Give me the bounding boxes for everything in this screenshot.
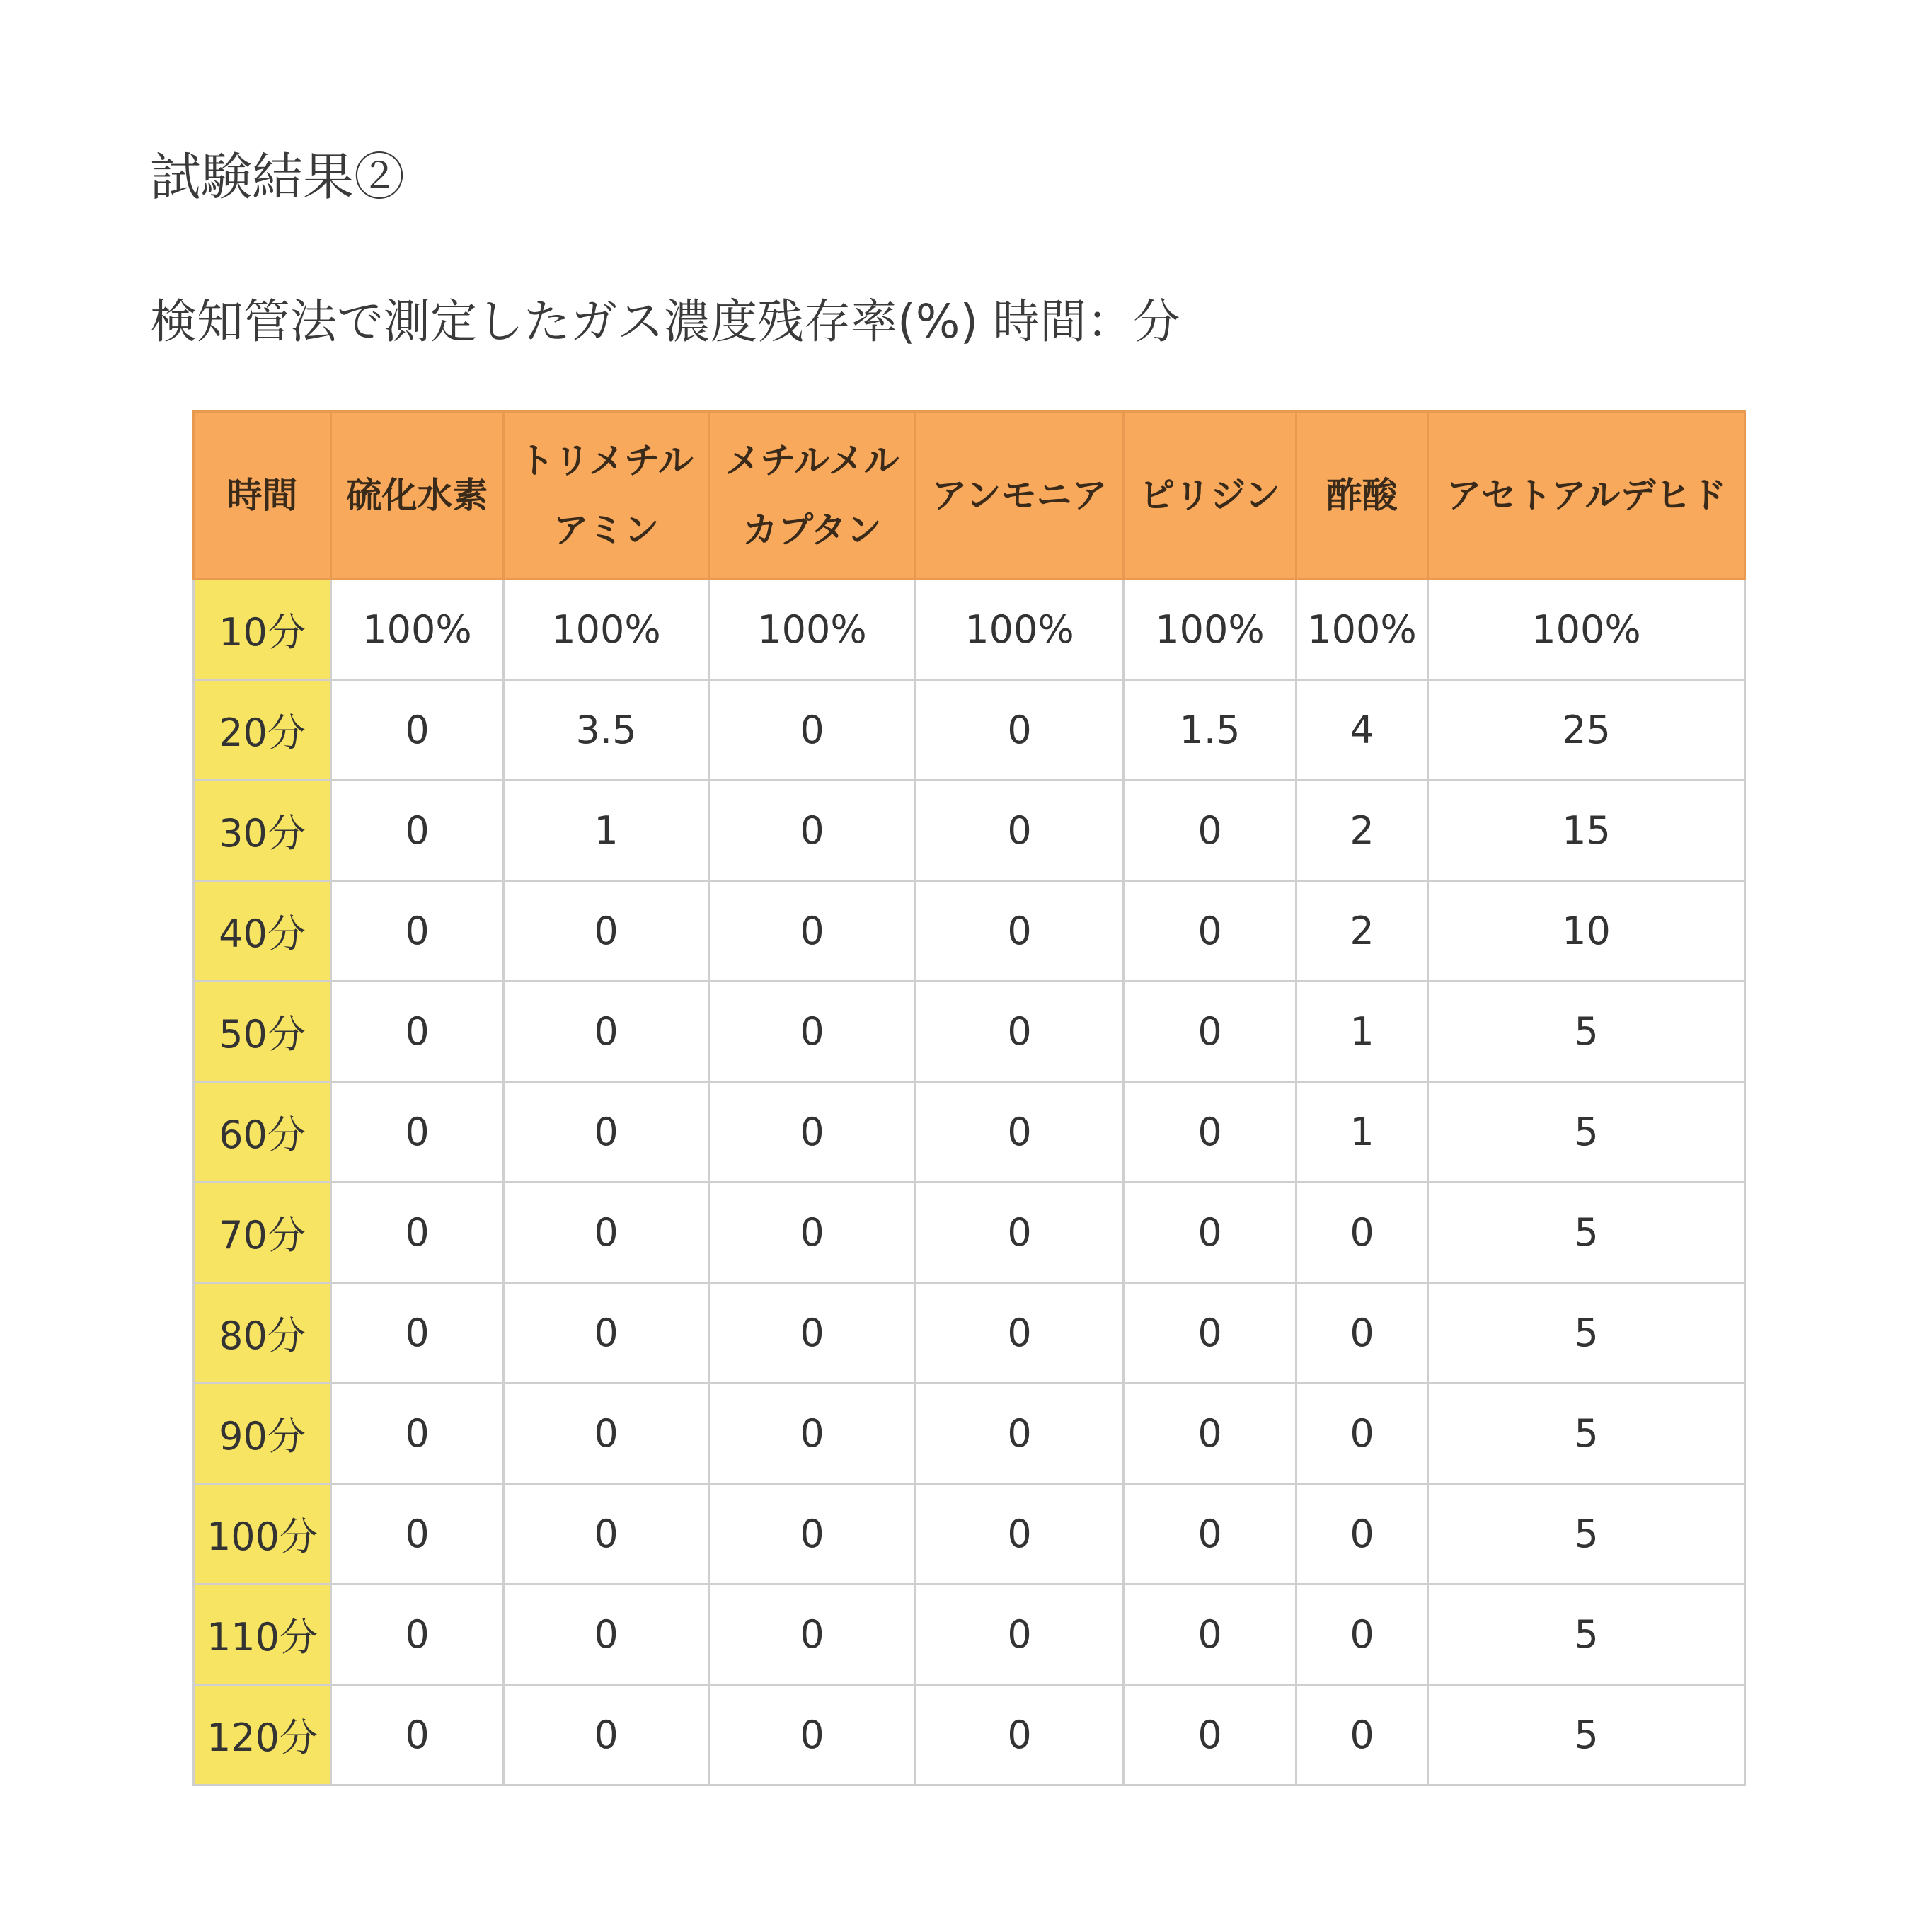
value-cell: 0 (1296, 1183, 1428, 1283)
table-row (194, 1283, 1745, 1384)
value-cell: 0 (1296, 1484, 1428, 1585)
value-cell: 0 (709, 1685, 916, 1786)
table-row (194, 781, 1745, 881)
value-cell: 0 (916, 1082, 1124, 1183)
value-cell: 100% (1296, 580, 1428, 680)
header-ammonia (916, 412, 1124, 580)
value-cell: 15 (1428, 781, 1745, 881)
value-cell: 100% (1124, 580, 1296, 680)
table-caption: 検知管法で測定したガス濃度残存率(%) 時間：分 (150, 294, 1180, 349)
value-cell: 5 (1428, 1685, 1745, 1786)
header-label-line: アセトアルデヒド (1446, 475, 1727, 516)
value-cell: 0 (331, 1585, 504, 1685)
value-cell: 0 (916, 1484, 1124, 1585)
value-cell: 0 (504, 1585, 709, 1685)
value-cell: 0 (504, 1685, 709, 1786)
value-cell: 100% (331, 580, 504, 680)
value-cell: 1.5 (1124, 680, 1296, 781)
value-cell: 1 (504, 781, 709, 881)
value-cell: 0 (709, 1283, 916, 1384)
value-cell: 0 (1124, 982, 1296, 1082)
header-label-line: トリメチル (519, 440, 694, 481)
table-row (194, 1183, 1745, 1283)
value-cell: 0 (331, 1484, 504, 1585)
value-cell: 10 (1428, 881, 1745, 982)
value-cell: 2 (1296, 881, 1428, 982)
value-cell: 0 (1124, 1384, 1296, 1484)
value-cell: 100% (1428, 580, 1745, 680)
value-cell: 5 (1428, 1484, 1745, 1585)
value-cell: 5 (1428, 1183, 1745, 1283)
value-cell: 0 (331, 982, 504, 1082)
value-cell: 0 (916, 1283, 1124, 1384)
value-cell: 0 (709, 1384, 916, 1484)
header-hydrogen-sulfide (331, 412, 504, 580)
gas-concentration-table (192, 410, 1746, 1786)
value-cell: 2 (1296, 781, 1428, 881)
value-cell: 0 (504, 1484, 709, 1585)
value-cell: 0 (1296, 1685, 1428, 1786)
value-cell: 0 (916, 680, 1124, 781)
value-cell: 5 (1428, 982, 1745, 1082)
time-cell: 120分 (194, 1685, 331, 1786)
header-acetic-acid (1296, 412, 1428, 580)
value-cell: 0 (1124, 881, 1296, 982)
time-cell: 80分 (194, 1283, 331, 1384)
header-label-line: メチルメル (725, 440, 899, 481)
value-cell: 0 (504, 881, 709, 982)
value-cell: 0 (1296, 1384, 1428, 1484)
header-label-line: 酢酸 (1326, 475, 1398, 516)
value-cell: 0 (331, 1283, 504, 1384)
value-cell: 1 (1296, 1082, 1428, 1183)
value-cell: 5 (1428, 1585, 1745, 1685)
table-row (194, 580, 1745, 680)
time-cell: 20分 (194, 680, 331, 781)
value-cell: 0 (1296, 1283, 1428, 1384)
header-acetaldehyde (1428, 412, 1745, 580)
value-cell: 100% (504, 580, 709, 680)
value-cell: 100% (916, 580, 1124, 680)
value-cell: 5 (1428, 1384, 1745, 1484)
table-row (194, 1685, 1745, 1786)
time-cell: 50分 (194, 982, 331, 1082)
value-cell: 0 (504, 1384, 709, 1484)
value-cell: 3.5 (504, 680, 709, 781)
time-cell: 60分 (194, 1082, 331, 1183)
page-title: 試験結果② (150, 147, 406, 207)
value-cell: 0 (709, 1585, 916, 1685)
header-time: 時間 (194, 412, 331, 580)
value-cell: 5 (1428, 1082, 1745, 1183)
time-cell: 70分 (194, 1183, 331, 1283)
value-cell: 0 (504, 982, 709, 1082)
time-cell: 100分 (194, 1484, 331, 1585)
value-cell: 0 (916, 1384, 1124, 1484)
value-cell: 0 (916, 1183, 1124, 1283)
value-cell: 0 (916, 982, 1124, 1082)
header-label-line: アンモニア (931, 475, 1108, 516)
table-row (194, 881, 1745, 982)
value-cell: 100% (709, 580, 916, 680)
value-cell: 4 (1296, 680, 1428, 781)
value-cell: 0 (504, 1183, 709, 1283)
time-cell: 90分 (194, 1384, 331, 1484)
header-label-line: 硫化水素 (346, 475, 488, 516)
value-cell: 1 (1296, 982, 1428, 1082)
value-cell: 0 (1124, 1183, 1296, 1283)
value-cell: 0 (709, 1082, 916, 1183)
value-cell: 5 (1428, 1283, 1745, 1384)
value-cell: 0 (504, 1082, 709, 1183)
time-cell: 30分 (194, 781, 331, 881)
value-cell: 0 (1296, 1585, 1428, 1685)
value-cell: 0 (331, 1183, 504, 1283)
time-cell: 110分 (194, 1585, 331, 1685)
value-cell: 0 (709, 781, 916, 881)
value-cell: 0 (1124, 1283, 1296, 1384)
value-cell: 0 (504, 1283, 709, 1384)
table-row (194, 680, 1745, 781)
value-cell: 0 (916, 781, 1124, 881)
header-trimethylamine (504, 412, 709, 580)
value-cell: 0 (709, 1183, 916, 1283)
table-row (194, 1585, 1745, 1685)
time-cell: 10分 (194, 580, 331, 680)
value-cell: 25 (1428, 680, 1745, 781)
value-cell: 0 (331, 1685, 504, 1786)
value-cell: 0 (916, 1685, 1124, 1786)
value-cell: 0 (916, 1585, 1124, 1685)
header-label-line: ピリジン (1139, 475, 1280, 516)
header-methyl-mercaptan (709, 412, 916, 580)
value-cell: 0 (331, 881, 504, 982)
table-row (194, 1082, 1745, 1183)
value-cell: 0 (1124, 1484, 1296, 1585)
table-row (194, 1484, 1745, 1585)
header-label-line: カプタン (742, 510, 882, 551)
header-label-line: アミン (553, 510, 660, 551)
time-cell: 40分 (194, 881, 331, 982)
value-cell: 0 (331, 680, 504, 781)
value-cell: 0 (331, 1384, 504, 1484)
value-cell: 0 (709, 982, 916, 1082)
value-cell: 0 (709, 680, 916, 781)
value-cell: 0 (331, 781, 504, 881)
value-cell: 0 (1124, 1685, 1296, 1786)
value-cell: 0 (709, 1484, 916, 1585)
value-cell: 0 (1124, 1082, 1296, 1183)
header-pyridine (1124, 412, 1296, 580)
table-row (194, 1384, 1745, 1484)
table-header-row (194, 412, 1745, 580)
table-row (194, 982, 1745, 1082)
value-cell: 0 (1124, 781, 1296, 881)
value-cell: 0 (709, 881, 916, 982)
value-cell: 0 (331, 1082, 504, 1183)
value-cell: 0 (1124, 1585, 1296, 1685)
value-cell: 0 (916, 881, 1124, 982)
